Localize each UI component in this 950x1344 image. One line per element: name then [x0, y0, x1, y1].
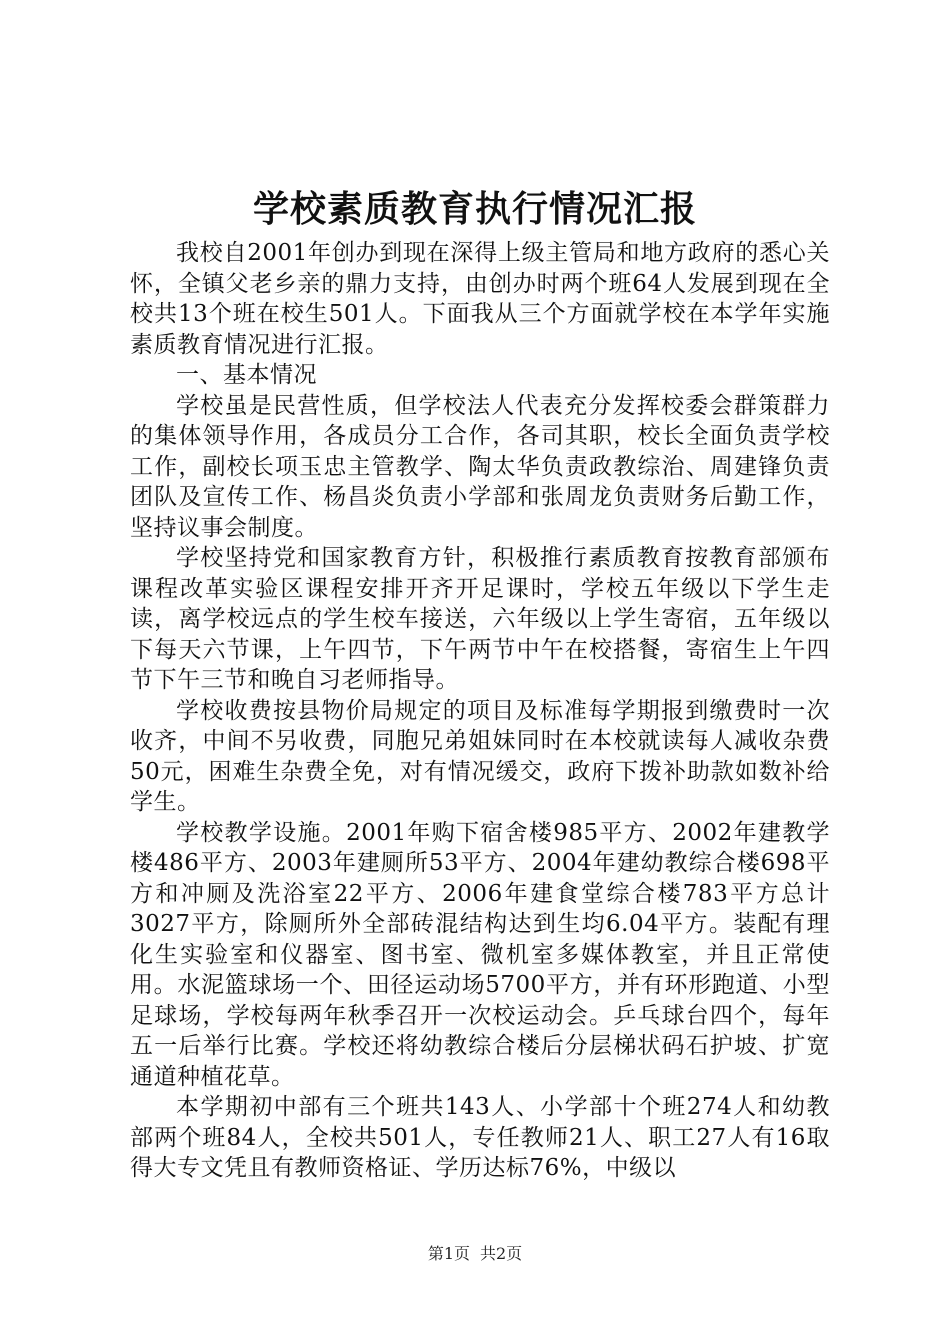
paragraph-facilities: 学校教学设施。2001年购下宿舍楼985平方、2002年建教学楼486平方、2003年建厕所53平方、2004年建幼教综合楼698平方和冲厕及洗浴室22平方、2006年建食堂综合楼783平方总计3027平方，除厕所外全部砖混结构达到生均6.04平方。装配有理化生实验室和仪器室、图书室、微机室多媒体教室，并且正常使用。水泥篮球场一个、田径运动场5700平方，并有环形跑道、小型足球场，学校每两年秋季召开一次校运动会。乒乓球台四个，每年五一后举行比赛。学校还将幼教综合楼后分层梯状码石护坡、扩宽通道种植花草。 — [130, 819, 830, 1090]
paragraph-enrollment: 本学期初中部有三个班共143人、小学部十个班274人和幼教部两个班84人，全校共501人，专任教师21人、职工27人有16取得大专文凭且有教师资格证、学历达标76%，中级以 — [130, 1094, 830, 1181]
document-title: 学校素质教育执行情况汇报 — [252, 188, 697, 230]
page-footer — [0, 1243, 950, 1265]
section-heading-basic: 一、基本情况 — [176, 362, 317, 388]
paragraph-leadership: 学校虽是民营性质，但学校法人代表充分发挥校委会群策群力的集体领导作用，各成员分工合作，各司其职，校长全面负责学校工作，副校长项玉忠主管教学、陶太华负责政教综治、周建锋负责团队及宣传工作、杨昌炎负责小学部和张周龙负责财务后勤工作，坚持议事会制度。 — [130, 392, 830, 541]
page-number: 第1页 — [427, 1244, 470, 1263]
page-total: 共2页 — [480, 1244, 523, 1263]
paragraph-fees: 学校收费按县物价局规定的项目及标准每学期报到缴费时一次收齐，中间不另收费，同胞兄弟姐妹同时在本校就读每人减收杂费50元，困难生杂费全免，对有情况缓交，政府下拨补助款如数补给学生。 — [130, 697, 830, 815]
paragraph-curriculum: 学校坚持党和国家教育方针，积极推行素质教育按教育部颁布课程改革实验区课程安排开齐开足课时，学校五年级以下学生走读，离学校远点的学生校车接送，六年级以上学生寄宿，五年级以下每天六节课，上午四节，下午两节中午在校搭餐，寄宿生上午四节下午三节和晚自习老师指导。 — [130, 545, 830, 693]
document-body — [130, 238, 830, 1184]
paragraph-intro: 我校自2001年创办到现在深得上级主管局和地方政府的悉心关怀，全镇父老乡亲的鼎力支持，由创办时两个班64人发展到现在全校共13个班在校生501人。下面我从三个方面就学校在本学年实施素质教育情况进行汇报。 — [130, 240, 830, 358]
